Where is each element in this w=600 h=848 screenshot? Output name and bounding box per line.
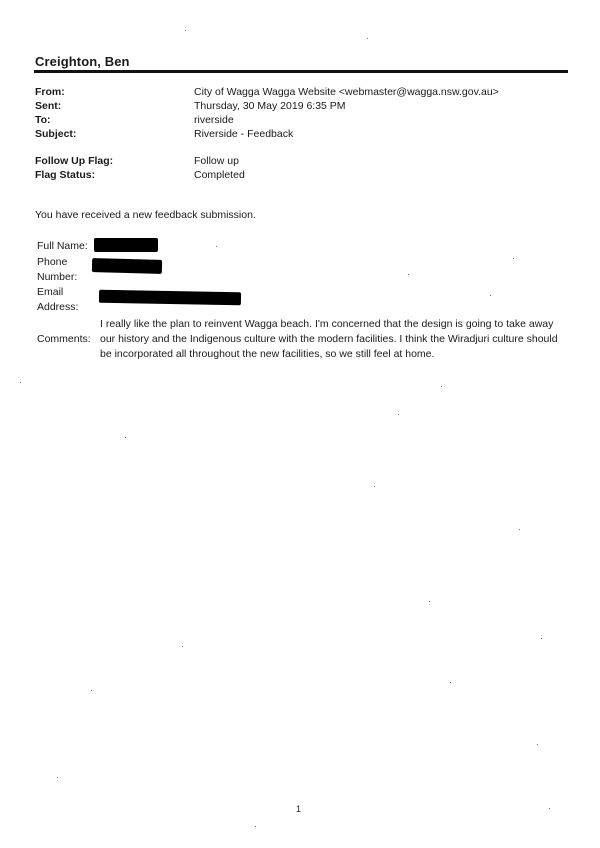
follow-up-flag-label: Follow Up Flag:: [35, 155, 114, 167]
speck: [541, 638, 542, 639]
to-label: To:: [35, 114, 51, 126]
speck: [91, 690, 92, 691]
speck: [537, 744, 538, 745]
speck: [185, 30, 186, 31]
speck: [182, 646, 183, 647]
follow-up-flag-value: Follow up: [194, 155, 239, 167]
subject-label: Subject:: [35, 128, 77, 140]
speck: [57, 777, 58, 778]
speck: [519, 529, 520, 530]
speck: [125, 437, 126, 438]
full-name-label: Full Name:: [37, 240, 88, 252]
comments-text: I really like the plan to reinvent Wagga beach. I'm concerned that the design is going to take away our history and the Indigenous culture with the modern facilities. I think the Wiradjuri culture should be incorporated all throughout the new facilities, so we still feel at home.: [100, 318, 558, 360]
speck: [374, 486, 375, 487]
page-number: 1: [296, 804, 302, 814]
speck: [216, 246, 217, 247]
speck: [513, 258, 514, 259]
from-label: From:: [35, 86, 65, 98]
subject-value: Riverside - Feedback: [194, 128, 294, 140]
phone-label-line2: Number:: [37, 271, 78, 283]
speck: [450, 682, 451, 683]
flag-status-value: Completed: [194, 169, 245, 181]
email-label-line2: Address:: [37, 301, 79, 313]
speck: [398, 414, 399, 415]
redaction-full-name: [94, 238, 158, 252]
speck: [255, 826, 256, 827]
speck: [490, 295, 491, 296]
header-rule: [34, 70, 568, 73]
from-value: City of Wagga Wagga Website <webmaster@wagga.nsw.gov.au>: [194, 86, 499, 98]
speck: [367, 38, 368, 39]
speck: [549, 808, 550, 809]
speck: [429, 601, 430, 602]
comments-label: Comments:: [37, 333, 91, 345]
redaction-email: [99, 290, 241, 305]
phone-label-line1: Phone: [37, 256, 68, 268]
sent-label: Sent:: [35, 100, 62, 112]
intro-text: You have received a new feedback submission.: [35, 209, 256, 221]
to-value: riverside: [194, 114, 234, 126]
redaction-phone: [92, 258, 162, 274]
speck: [20, 382, 21, 383]
sender-name: Creighton, Ben: [35, 54, 130, 69]
email-label-line1: Email: [37, 286, 64, 298]
speck: [408, 274, 409, 275]
speck: [441, 386, 442, 387]
sent-value: Thursday, 30 May 2019 6:35 PM: [194, 100, 346, 112]
flag-status-label: Flag Status:: [35, 169, 96, 181]
